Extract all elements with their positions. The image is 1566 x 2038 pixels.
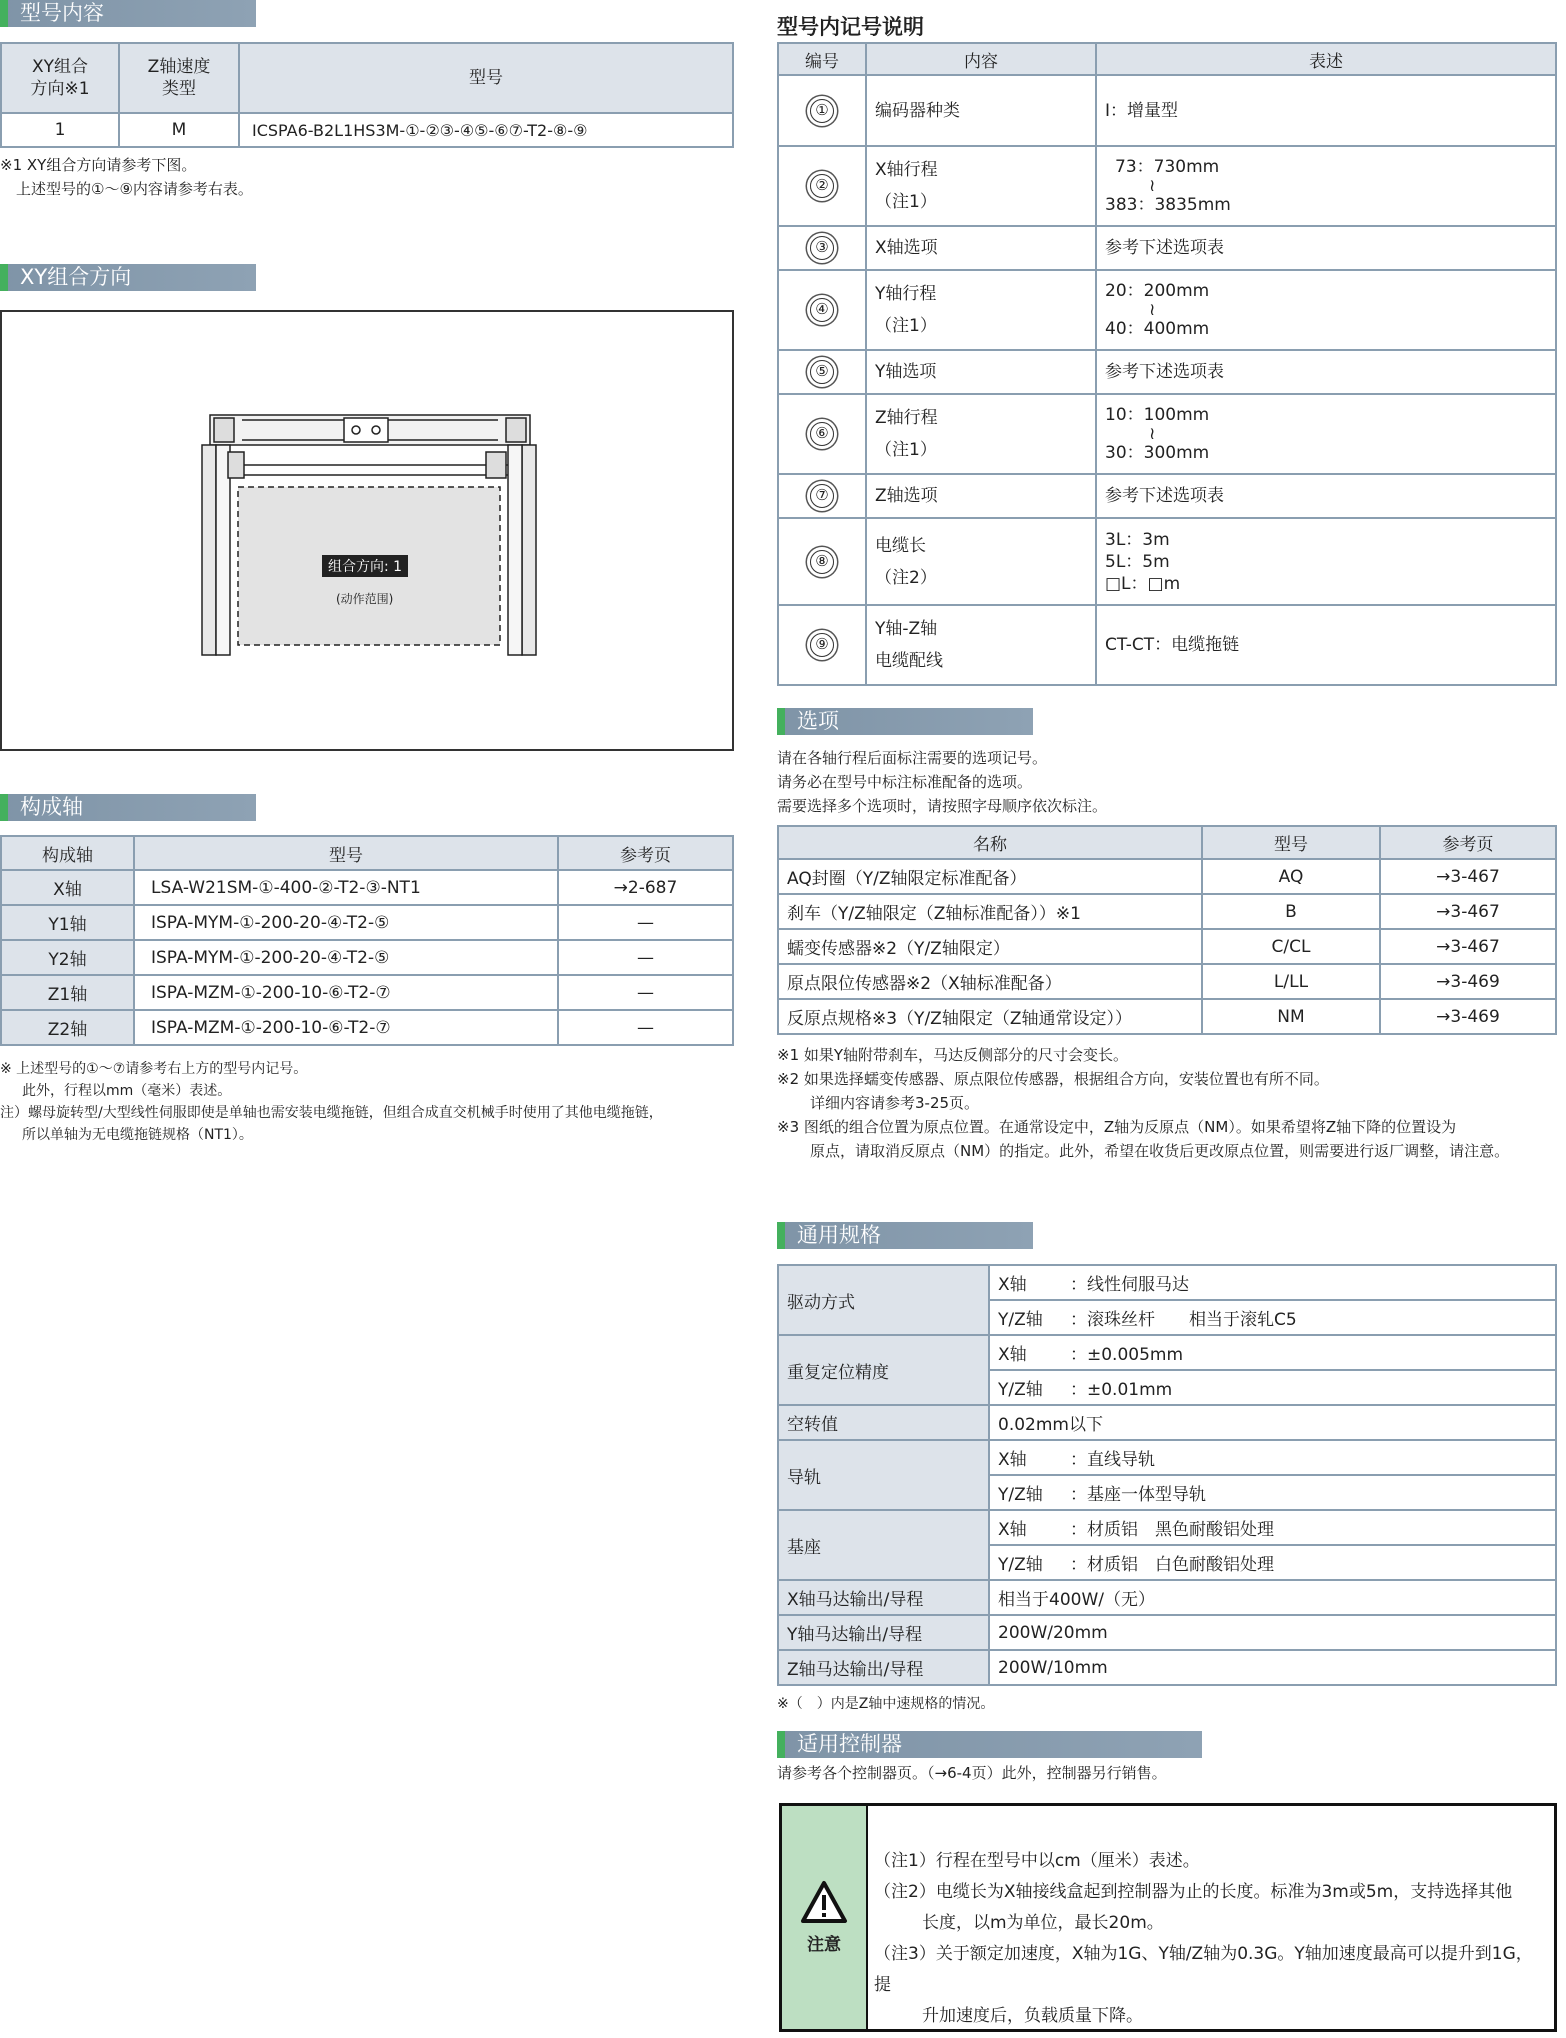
note-line: ※2 如果选择蠕变传感器、原点限位传感器，根据组合方向，安装位置也有所不同。 (777, 1070, 1329, 1088)
section-axes (0, 794, 256, 821)
cell-num (778, 518, 866, 605)
note-line: ※1 如果Y轴附带刹车，马达反侧部分的尺寸会变长。 (777, 1046, 1129, 1064)
model-part: -200-10- (255, 1017, 329, 1038)
cell-page: →2-687 (558, 870, 733, 905)
model-part: ISPA-MZM- (151, 1017, 241, 1038)
caution-side (782, 1806, 868, 2029)
cell-page: →3-467 (1380, 859, 1556, 894)
spec-text: ：材质铝 黑色耐酸铝处理 (1070, 1520, 1274, 1540)
model-part: - (567, 120, 574, 140)
desc-line: 20：200mm (1105, 281, 1210, 301)
spec-text: ：材质铝 白色耐酸铝处理 (1070, 1555, 1274, 1575)
cell-num (778, 75, 866, 146)
model-part: ① (239, 912, 255, 933)
spec-axis: X轴 (998, 1275, 1027, 1295)
symbol-num: ⑦ (810, 484, 834, 508)
combination-diagram (0, 310, 734, 751)
section-title: 型号内容 (20, 1, 104, 25)
model-part: ⑥ (328, 982, 344, 1003)
model-part: ⑦ (375, 982, 391, 1003)
caution-line: （注1）行程在型号中以cm（厘米）表述。 (874, 1851, 1200, 1871)
cell-axis: Y1轴 (1, 905, 134, 940)
caution-label: 注意 (807, 1935, 841, 1955)
spec-text: ：基座一体型导轨 (1070, 1485, 1206, 1505)
cell-page: →3-469 (1380, 999, 1556, 1034)
model-part: ① (240, 982, 256, 1003)
cell-desc (1096, 146, 1556, 226)
cell-num (778, 350, 866, 394)
table-row (778, 75, 1556, 146)
options-table (777, 825, 1557, 1035)
cell-code: C/CL (1202, 929, 1380, 964)
table-row (778, 350, 1556, 394)
desc-line: 参考下述选项表 (1105, 238, 1224, 258)
cell-axis: Z1轴 (1, 975, 134, 1010)
table-row (778, 605, 1556, 685)
warning-icon (800, 1880, 848, 1924)
model-part: ISPA-MYM- (151, 912, 240, 933)
cell-content (866, 75, 1096, 146)
symbol-num: ④ (810, 298, 834, 322)
cell-axis: Z2轴 (1, 1010, 134, 1045)
model-table (0, 42, 734, 148)
model-part: -T2- (343, 982, 376, 1003)
desc-line: 3L：3m (1105, 529, 1170, 550)
spec-label: 基座 (778, 1510, 989, 1580)
model-part: ③ (439, 120, 455, 140)
cell-desc (1096, 394, 1556, 474)
model-part: ⑦ (375, 1017, 391, 1038)
cell-desc (1096, 270, 1556, 350)
spec-axis: Y/Z轴 (998, 1380, 1043, 1400)
cell-content (866, 270, 1096, 350)
header-direction (1, 43, 119, 113)
table-row (1, 940, 733, 975)
section-title: XY组合方向 (20, 265, 132, 289)
table-row (778, 894, 1556, 929)
spec-axis: X轴 (998, 1520, 1027, 1540)
desc-line: 30：300mm (1105, 443, 1210, 463)
cell-model (134, 975, 558, 1010)
robot-drawing (2, 312, 732, 749)
table-row (778, 474, 1556, 518)
cell-page: →3-467 (1380, 929, 1556, 964)
spec-axis: Y/Z轴 (998, 1310, 1043, 1330)
cell-model (239, 113, 733, 147)
spec-value: 200W/20mm (989, 1615, 1556, 1650)
symbol-title: 型号内记号说明 (777, 15, 924, 39)
content-line: Z轴选项 (875, 486, 938, 506)
spec-text: ：滚珠丝杆 相当于滚轧C5 (1070, 1310, 1297, 1330)
desc-line: 40：400mm (1105, 319, 1210, 339)
spec-axis: X轴 (998, 1345, 1027, 1365)
content-line: Z轴行程 (875, 408, 938, 428)
model-part: ⑨ (573, 120, 588, 140)
content-line: （注1） (875, 440, 937, 460)
note-line: 请在各轴行程后面标注需要的选项记号。 (777, 749, 1048, 767)
table-row (778, 394, 1556, 474)
content-line: Y轴-Z轴 (875, 619, 938, 639)
cell-page: — (558, 1010, 733, 1045)
spec-value (989, 1440, 1556, 1475)
cell-desc (1096, 226, 1556, 270)
model-part: -400- (273, 877, 319, 898)
caution-line: 长度，以m为单位，最长20m。 (922, 1913, 1164, 1933)
model-part: ① (405, 120, 420, 140)
cell-axis: Y2轴 (1, 940, 134, 975)
cell-page: →3-467 (1380, 894, 1556, 929)
options-notes (777, 1043, 1509, 1163)
spec-text: ：线性伺服马达 (1070, 1275, 1189, 1295)
model-part: - (419, 120, 426, 140)
model-part: ① (239, 947, 255, 968)
model-part: LSA-W21SM- (151, 877, 259, 898)
desc-line: I：增量型 (1105, 100, 1179, 121)
content-line: Y轴行程 (875, 284, 937, 304)
spec-value (989, 1265, 1556, 1300)
spec-value (989, 1510, 1556, 1545)
spec-table (777, 1264, 1557, 1686)
desc-line: ≀ (1149, 300, 1156, 320)
section-options (777, 708, 1033, 735)
symbol-num: ⑨ (810, 633, 834, 657)
cell-name: 原点限位传感器※2（X轴标准配备） (778, 964, 1202, 999)
spec-note: ※（ ）内是Z轴中速规格的情况。 (777, 1696, 995, 1712)
header-desc: 表述 (1096, 43, 1556, 75)
cell-desc (1096, 605, 1556, 685)
model-part: ④ (326, 912, 343, 933)
cell-desc (1096, 518, 1556, 605)
model-part: ② (318, 877, 334, 898)
desc-line: 参考下述选项表 (1105, 362, 1224, 382)
model-part: -T2- (343, 1017, 376, 1038)
cell-code: NM (1202, 999, 1380, 1034)
table-row (778, 146, 1556, 226)
header-page: 参考页 (558, 836, 733, 870)
table-row (778, 999, 1556, 1034)
model-part: ⑦ (508, 120, 523, 140)
cell-model (134, 1010, 558, 1045)
spec-value (989, 1545, 1556, 1580)
model-part: ① (240, 1017, 256, 1038)
table-row (778, 1580, 1556, 1615)
cell-model (134, 870, 558, 905)
cell-content (866, 350, 1096, 394)
desc-line: 5L：5m (1105, 551, 1170, 572)
spec-value (989, 1475, 1556, 1510)
symbol-num: ① (810, 99, 834, 123)
note-line: 详细内容请参考3-25页。 (810, 1094, 980, 1112)
model-part: -T2- (522, 120, 553, 140)
model-part: -T2- (342, 912, 375, 933)
caution-box (779, 1803, 1557, 2032)
content-line: Y轴选项 (875, 362, 937, 382)
cell-model (134, 905, 558, 940)
cell-model (134, 940, 558, 975)
cell-name: 反原点规格※3（Y/Z轴限定（Z轴通常设定）） (778, 999, 1202, 1034)
note-line: 原点，请取消反原点（NM）的指定。此外，希望在收货后更改原点位置，则需要进行返厂调整，请注意。 (810, 1142, 1510, 1160)
cell-num (778, 474, 866, 518)
model-part: ⑤ (474, 120, 489, 140)
note-line: 注）螺母旋转型/大型线性伺服即使是单轴也需安装电缆拖链，但组合成直交机械手时使用了其他电缆拖链， (0, 1105, 663, 1121)
desc-line: 参考下述选项表 (1105, 486, 1224, 506)
section-title: 构成轴 (20, 795, 83, 819)
diagram-label: 组合方向: 1 (322, 555, 408, 577)
table-row (778, 1510, 1556, 1545)
content-line: （注2） (875, 567, 937, 588)
model-part: -200-10- (255, 982, 329, 1003)
spec-label: 驱动方式 (778, 1265, 989, 1335)
header-page: 参考页 (1380, 826, 1556, 859)
spec-value: 相当于400W/（无） (989, 1580, 1556, 1615)
desc-line: CT-CT：电缆拖链 (1105, 635, 1240, 655)
model-notes (0, 153, 253, 201)
section-title: 适用控制器 (797, 1732, 902, 1756)
cell-content (866, 226, 1096, 270)
model-part: -T2- (333, 877, 366, 898)
cell-desc (1096, 75, 1556, 146)
spec-label: 空转值 (778, 1405, 989, 1440)
cell-name: 蠕变传感器※2（Y/Z轴限定） (778, 929, 1202, 964)
spec-label: 导轨 (778, 1440, 989, 1510)
model-part: ⑤ (374, 912, 390, 933)
note-line: 此外，行程以mm（毫米）表述。 (22, 1083, 232, 1099)
cell-content (866, 474, 1096, 518)
cell-page: — (558, 975, 733, 1010)
note-line: ※ 上述型号的①～⑦请参考右上方的型号内记号。 (0, 1061, 308, 1077)
table-row (1, 975, 733, 1010)
model-part: - (454, 120, 460, 140)
desc-line: 73：730mm (1115, 157, 1220, 177)
header-code: 型号 (1202, 826, 1380, 859)
desc-line: ≀ (1149, 424, 1156, 444)
table-row (778, 929, 1556, 964)
table-row (778, 270, 1556, 350)
cell-content (866, 146, 1096, 226)
symbol-table (777, 42, 1557, 686)
cell-num (778, 146, 866, 226)
axes-table (0, 835, 734, 1046)
spec-axis: Y/Z轴 (998, 1485, 1043, 1505)
cell-direction: 1 (1, 113, 119, 147)
table-row (778, 964, 1556, 999)
spec-label: Y轴马达输出/导程 (778, 1615, 989, 1650)
model-part: ② (425, 120, 440, 140)
header-direction-label: XY组合 方向※1 (30, 57, 90, 99)
model-part: -200-20- (254, 947, 327, 968)
table-row (778, 1265, 1556, 1300)
cell-speed: M (119, 113, 239, 147)
note-line: ※3 图纸的组合位置为原点位置。在通常设定中，Z轴为反原点（NM）。如果希望将Z轴下降的位置设为 (777, 1118, 1457, 1136)
cell-num (778, 394, 866, 474)
model-part: ⑧ (552, 120, 568, 140)
note-line: 所以单轴为无电缆拖链规格（NT1）。 (22, 1127, 253, 1143)
spec-text: ：±0.01mm (1070, 1380, 1173, 1400)
caution-line: （注3）关于额定加速度，X轴为1G、Y轴/Z轴为0.3G。Y轴加速度最高可以提升到1G，提 (874, 1944, 1533, 1995)
note-line: 上述型号的①～⑨内容请参考右表。 (16, 180, 253, 198)
table-row (1, 1010, 733, 1045)
section-title: 选项 (797, 709, 839, 733)
cell-name: 刹车（Y/Z轴限定（Z轴标准配备））※1 (778, 894, 1202, 929)
model-part: -NT1 (380, 877, 421, 898)
desc-line: 383：3835mm (1105, 195, 1231, 215)
table-row (778, 518, 1556, 605)
table-row (778, 1335, 1556, 1370)
note-line: 需要选择多个选项时，请按照字母顺序依次标注。 (777, 797, 1108, 815)
spec-text: ：±0.005mm (1070, 1345, 1184, 1365)
model-part: ① (258, 877, 274, 898)
cell-page: — (558, 905, 733, 940)
caution-line: 升加速度后，负载质量下降。 (922, 2006, 1143, 2026)
content-line: 电缆配线 (875, 651, 943, 671)
content-line: X轴选项 (875, 238, 938, 258)
content-line: 电缆长 (875, 535, 926, 556)
controller-text: 请参考各个控制器页。（→6-4页）此外，控制器另行销售。 (777, 1764, 1167, 1782)
desc-line: □L：□m (1105, 573, 1181, 594)
cell-code: AQ (1202, 859, 1380, 894)
model-part: - (488, 120, 495, 140)
cell-page: →3-469 (1380, 964, 1556, 999)
spec-value (989, 1370, 1556, 1405)
model-part: -200-20- (254, 912, 327, 933)
spec-label: 重复定位精度 (778, 1335, 989, 1405)
model-part: ④ (326, 947, 343, 968)
table-row (778, 859, 1556, 894)
axes-notes (0, 1058, 663, 1146)
section-model-content (0, 0, 256, 27)
section-xy-direction (0, 264, 256, 291)
content-line: （注1） (875, 316, 937, 336)
cell-num (778, 605, 866, 685)
cell-desc (1096, 350, 1556, 394)
header-name: 名称 (778, 826, 1202, 859)
spec-value: 0.02mm以下 (989, 1405, 1556, 1440)
spec-value (989, 1300, 1556, 1335)
cell-code: B (1202, 894, 1380, 929)
cell-axis: X轴 (1, 870, 134, 905)
content-line: 编码器种类 (875, 100, 960, 121)
table-row (778, 1650, 1556, 1685)
symbol-num: ⑥ (810, 422, 834, 446)
spec-value (989, 1335, 1556, 1370)
spec-axis: Y/Z轴 (998, 1555, 1043, 1575)
header-num: 编号 (778, 43, 866, 75)
header-model-label: 型号 (469, 68, 503, 88)
model-part: ISPA-MYM- (151, 947, 240, 968)
table-row (778, 1615, 1556, 1650)
note-line: 请务必在型号中标注标准配备的选项。 (777, 773, 1033, 791)
model-part: ③ (365, 877, 381, 898)
cell-num (778, 270, 866, 350)
caution-text (868, 1806, 1554, 2029)
header-speed (119, 43, 239, 113)
section-title: 通用规格 (797, 1223, 881, 1247)
cell-code: L/LL (1202, 964, 1380, 999)
note-line: ※1 XY组合方向请参考下图。 (0, 156, 197, 174)
spec-text: ：直线导轨 (1070, 1450, 1155, 1470)
cell-desc (1096, 474, 1556, 518)
table-row (1, 870, 733, 905)
desc-line: 10：100mm (1105, 405, 1210, 425)
model-part: ⑤ (374, 947, 390, 968)
model-part: -T2- (342, 947, 375, 968)
diagram-sublabel: (动作范围) (336, 592, 394, 606)
cell-content (866, 394, 1096, 474)
symbol-num: ⑧ (810, 550, 834, 574)
symbol-num: ② (810, 174, 834, 198)
model-part: ⑥ (328, 1017, 344, 1038)
cell-name: AQ封圈（Y/Z轴限定标准配备） (778, 859, 1202, 894)
cell-content (866, 518, 1096, 605)
options-intro (777, 746, 1107, 818)
section-controller (777, 1731, 1202, 1758)
header-model (239, 43, 733, 113)
spec-axis: X轴 (998, 1450, 1027, 1470)
model-part: ICSPA6-B2L1HS3M- (252, 120, 406, 140)
table-row (778, 1405, 1556, 1440)
header-speed-label: Z轴速度 类型 (147, 57, 211, 99)
header-model: 型号 (134, 836, 558, 870)
cell-page: — (558, 940, 733, 975)
table-row (1, 113, 733, 147)
spec-label: X轴马达输出/导程 (778, 1580, 989, 1615)
symbol-num: ⑤ (810, 360, 834, 384)
table-row (778, 1440, 1556, 1475)
table-row (778, 226, 1556, 270)
table-row (1, 905, 733, 940)
spec-label: Z轴马达输出/导程 (778, 1650, 989, 1685)
model-part: ④ (459, 120, 475, 140)
header-content: 内容 (866, 43, 1096, 75)
symbol-num: ③ (810, 236, 834, 260)
cell-num (778, 226, 866, 270)
model-part: ⑥ (494, 120, 509, 140)
header-axis: 构成轴 (1, 836, 134, 870)
content-line: （注1） (875, 192, 937, 212)
cell-content (866, 605, 1096, 685)
desc-line: ≀ (1149, 176, 1156, 196)
content-line: X轴行程 (875, 160, 938, 180)
section-general-spec (777, 1222, 1033, 1249)
caution-line: （注2）电缆长为X轴接线盒起到控制器为止的长度。标准为3m或5m，支持选择其他 (874, 1882, 1513, 1902)
spec-value: 200W/10mm (989, 1650, 1556, 1685)
model-part: ISPA-MZM- (151, 982, 241, 1003)
